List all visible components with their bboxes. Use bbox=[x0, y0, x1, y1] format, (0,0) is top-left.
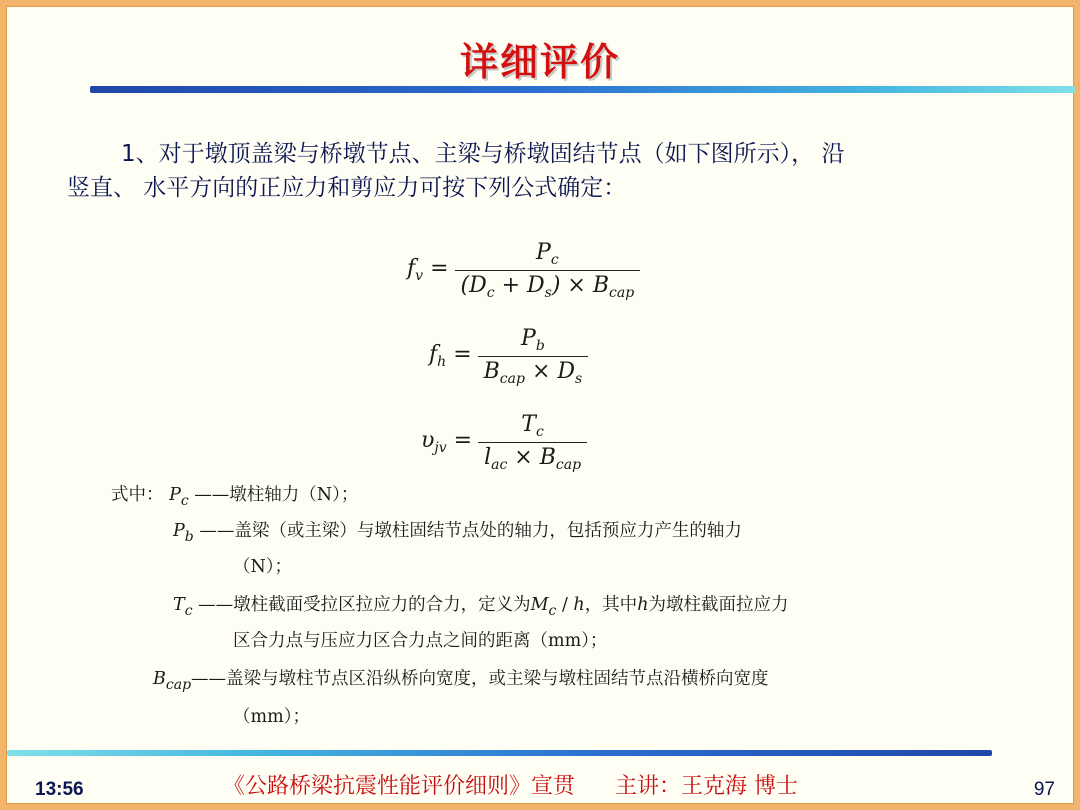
intro-text-1: 对于墩顶盖梁与桥墩节点、主梁与桥墩固结节点（如下图所示）， 沿 bbox=[158, 141, 845, 167]
formula-vjv-numerator: $T_c$ bbox=[521, 411, 544, 440]
def-pb: $P_b$ ——盖梁（或主梁）与墩柱固结节点处的轴力，包括预应力产生的轴力 bbox=[173, 521, 742, 545]
intro-line-1 bbox=[67, 137, 987, 171]
formula-fv-numerator: $P_c$ bbox=[536, 239, 559, 268]
formula-fh-lhs: $f_h$ = bbox=[429, 342, 472, 370]
formula-vjv bbox=[421, 399, 640, 485]
title-divider bbox=[90, 86, 1075, 93]
formula-fv bbox=[407, 227, 640, 313]
def-bcap-continued: （mm）； bbox=[233, 707, 310, 727]
formula-fv-lhs: $f_v$ = bbox=[407, 256, 449, 284]
intro-number: 1、 bbox=[121, 141, 159, 167]
slide bbox=[6, 6, 1074, 804]
intro-paragraph bbox=[67, 137, 987, 205]
footer-course: 《公路桥梁抗震性能评价细则》宣贯 bbox=[223, 774, 576, 799]
footer-lecturer: 主讲：王克海 博士 bbox=[615, 774, 799, 799]
formula-vjv-denominator: $l_{ac} \times B_{cap}$ bbox=[478, 442, 587, 473]
def-tc-continued: 区合力点与压应力区合力点之间的距离（mm）； bbox=[233, 631, 608, 651]
page-number: 97 bbox=[1033, 779, 1055, 800]
formula-fv-fraction bbox=[455, 240, 641, 301]
formula-fh-numerator: $P_b$ bbox=[521, 325, 545, 354]
formula-fh-fraction bbox=[478, 326, 589, 387]
formula-fh bbox=[429, 313, 640, 399]
formula-fh-denominator: $B_{cap} \times D_s$ bbox=[478, 356, 589, 387]
footer-time: 13:56 bbox=[35, 779, 84, 800]
intro-line-2: 竖直、 水平方向的正应力和剪应力可按下列公式确定： bbox=[67, 175, 627, 201]
def-pb-continued: （N）； bbox=[233, 557, 293, 577]
slide-title: 详细评价 bbox=[459, 40, 620, 84]
formula-fv-denominator: $(D_c + D_s) \times B_{cap}$ bbox=[455, 270, 641, 301]
def-tc: $T_c$ ——墩柱截面受拉区拉应力的合力，定义为$M_c$ / h，其中h为墩柱截面拉应力 bbox=[173, 595, 789, 619]
formula-vjv-lhs: $\upsilon_{jv}$ = bbox=[421, 428, 473, 456]
def-bcap: $B_{cap}——$盖梁与墩柱节点区沿纵桥向宽度，或主梁与墩柱固结节点沿横桥向宽度 bbox=[153, 669, 769, 693]
footer-divider bbox=[7, 750, 992, 756]
formula-vjv-fraction bbox=[478, 412, 587, 473]
footer-caption bbox=[223, 769, 798, 800]
def-pc: 式中： $P_c$ ——墩柱轴力（N）； bbox=[111, 485, 359, 509]
formula-block bbox=[407, 227, 640, 485]
